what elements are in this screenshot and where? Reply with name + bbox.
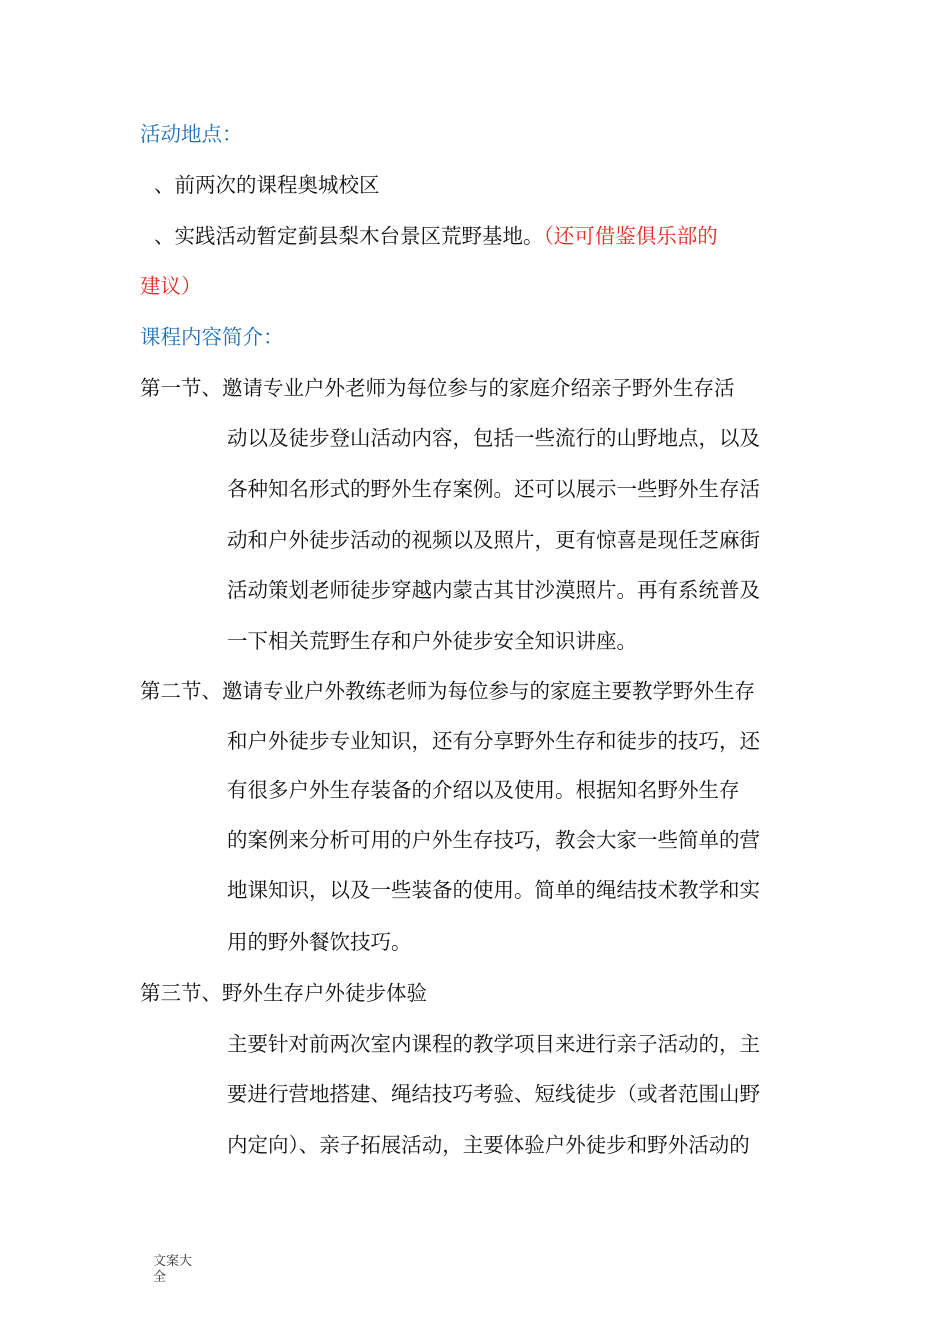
section-1-line: 动和户外徒步活动的视频以及照片，更有惊喜是现任芝麻街 <box>227 528 760 552</box>
section-3-line: 主要针对前两次室内课程的教学项目来进行亲子活动的，主 <box>227 1032 760 1056</box>
section-1-line: 一下相关荒野生存和户外徒步安全知识讲座。 <box>227 629 637 653</box>
section-2-first-line: 第二节、邀请专业户外教练老师为每位参与的家庭主要教学野外生存 <box>140 679 755 703</box>
section-1-line: 动以及徒步登山活动内容，包括一些流行的山野地点，以及 <box>227 426 760 450</box>
section-1-line: 各种知名形式的野外生存案例。还可以展示一些野外生存活 <box>227 477 760 501</box>
footer-line-2: 全 <box>153 1270 167 1285</box>
page-footer <box>153 1254 192 1286</box>
location-item-1: 、前两次的课程奥城校区 <box>154 173 380 197</box>
location-heading: 活动地点： <box>140 122 243 146</box>
location-item-2 <box>154 222 718 250</box>
section-2-line: 的案例来分析可用的户外生存技巧，教会大家一些简单的营 <box>227 828 760 852</box>
location-item-2-text: 、实践活动暂定蓟县梨木台景区荒野基地。 <box>154 224 544 248</box>
footer-line-1: 文案大 <box>153 1254 193 1269</box>
section-2-line: 地课知识，以及一些装备的使用。简单的绳结技术教学和实 <box>227 878 760 902</box>
section-3-line: 要进行营地搭建、绳结技巧考验、短线徒步（或者范围山野 <box>227 1082 760 1106</box>
section-2-line: 用的野外餐饮技巧。 <box>227 930 412 954</box>
course-heading: 课程内容简介： <box>140 325 284 349</box>
section-1-first-line: 第一节、邀请专业户外老师为每位参与的家庭介绍亲子野外生存活 <box>140 376 735 400</box>
section-2-line: 和户外徒步专业知识，还有分享野外生存和徒步的技巧，还 <box>227 729 760 753</box>
section-3-first-line: 第三节、野外生存户外徒步体验 <box>140 981 427 1005</box>
section-3-line: 内定向）、亲子拓展活动，主要体验户外徒步和野外活动的 <box>227 1133 750 1157</box>
section-1-line: 活动策划老师徒步穿越内蒙古其甘沙漠照片。再有系统普及 <box>227 578 760 602</box>
location-note: （还可借鉴俱乐部的 <box>543 224 718 248</box>
section-2-line: 有很多户外生存装备的介绍以及使用。根据知名野外生存 <box>227 778 740 802</box>
location-note-continued: 建议） <box>140 274 202 298</box>
